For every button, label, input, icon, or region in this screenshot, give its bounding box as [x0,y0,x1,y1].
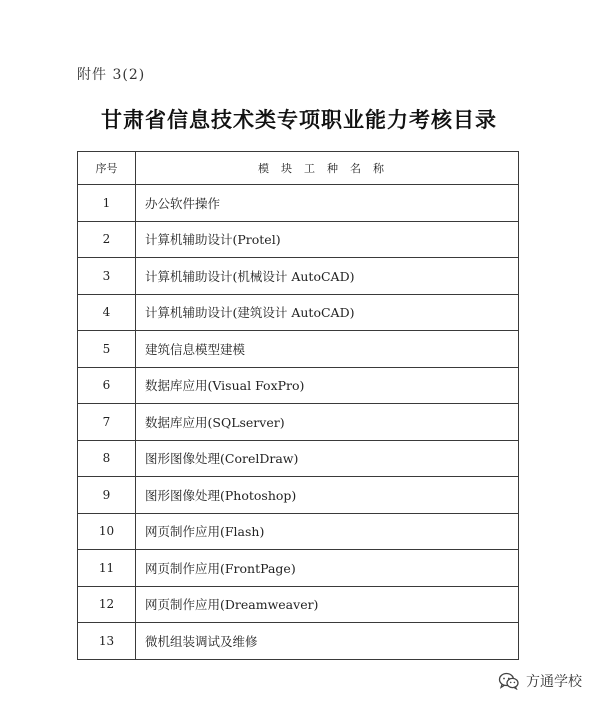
row-seq-cell: 2 [78,221,136,258]
table-row [78,367,519,404]
row-seq-cell: 13 [78,623,136,660]
wechat-icon [498,672,520,690]
row-name-cell: 网页制作应用(FrontPage) [136,550,519,587]
row-seq-cell: 1 [78,185,136,222]
row-seq-cell: 9 [78,477,136,514]
row-name-cell: 计算机辅助设计(Protel) [136,221,519,258]
table-row [78,513,519,550]
table-row [78,185,519,222]
table-header-row [78,152,519,185]
catalog-table [77,151,519,660]
table-row [78,586,519,623]
column-header-seq: 序号 [78,152,136,185]
row-seq-cell: 6 [78,367,136,404]
row-seq-cell: 10 [78,513,136,550]
table-row [78,331,519,368]
row-name-cell: 图形图像处理(Photoshop) [136,477,519,514]
row-name-cell: 办公软件操作 [136,185,519,222]
table-row [78,294,519,331]
table-row [78,440,519,477]
table-row [78,258,519,295]
row-seq-cell: 4 [78,294,136,331]
row-name-cell: 计算机辅助设计(机械设计 AutoCAD) [136,258,519,295]
row-name-cell: 数据库应用(SQLserver) [136,404,519,441]
row-name-cell: 图形图像处理(CorelDraw) [136,440,519,477]
page-title: 甘肃省信息技术类专项职业能力考核目录 [101,107,497,132]
row-seq-cell: 11 [78,550,136,587]
table-row [78,221,519,258]
table-row [78,477,519,514]
watermark-text: 方通学校 [526,674,582,690]
row-name-cell: 建筑信息模型建模 [136,331,519,368]
row-name-cell: 微机组装调试及维修 [136,623,519,660]
attachment-label: 附件 3(2) [77,67,146,83]
row-seq-cell: 3 [78,258,136,295]
table-row [78,550,519,587]
row-seq-cell: 5 [78,331,136,368]
column-header-name: 模块工种名称 [136,152,519,185]
row-name-cell: 网页制作应用(Dreamweaver) [136,586,519,623]
table-body [78,185,519,660]
row-seq-cell: 8 [78,440,136,477]
row-name-cell: 数据库应用(Visual FoxPro) [136,367,519,404]
watermark [498,671,582,691]
row-seq-cell: 12 [78,586,136,623]
table-row [78,404,519,441]
table-row [78,623,519,660]
row-seq-cell: 7 [78,404,136,441]
row-name-cell: 计算机辅助设计(建筑设计 AutoCAD) [136,294,519,331]
row-name-cell: 网页制作应用(Flash) [136,513,519,550]
